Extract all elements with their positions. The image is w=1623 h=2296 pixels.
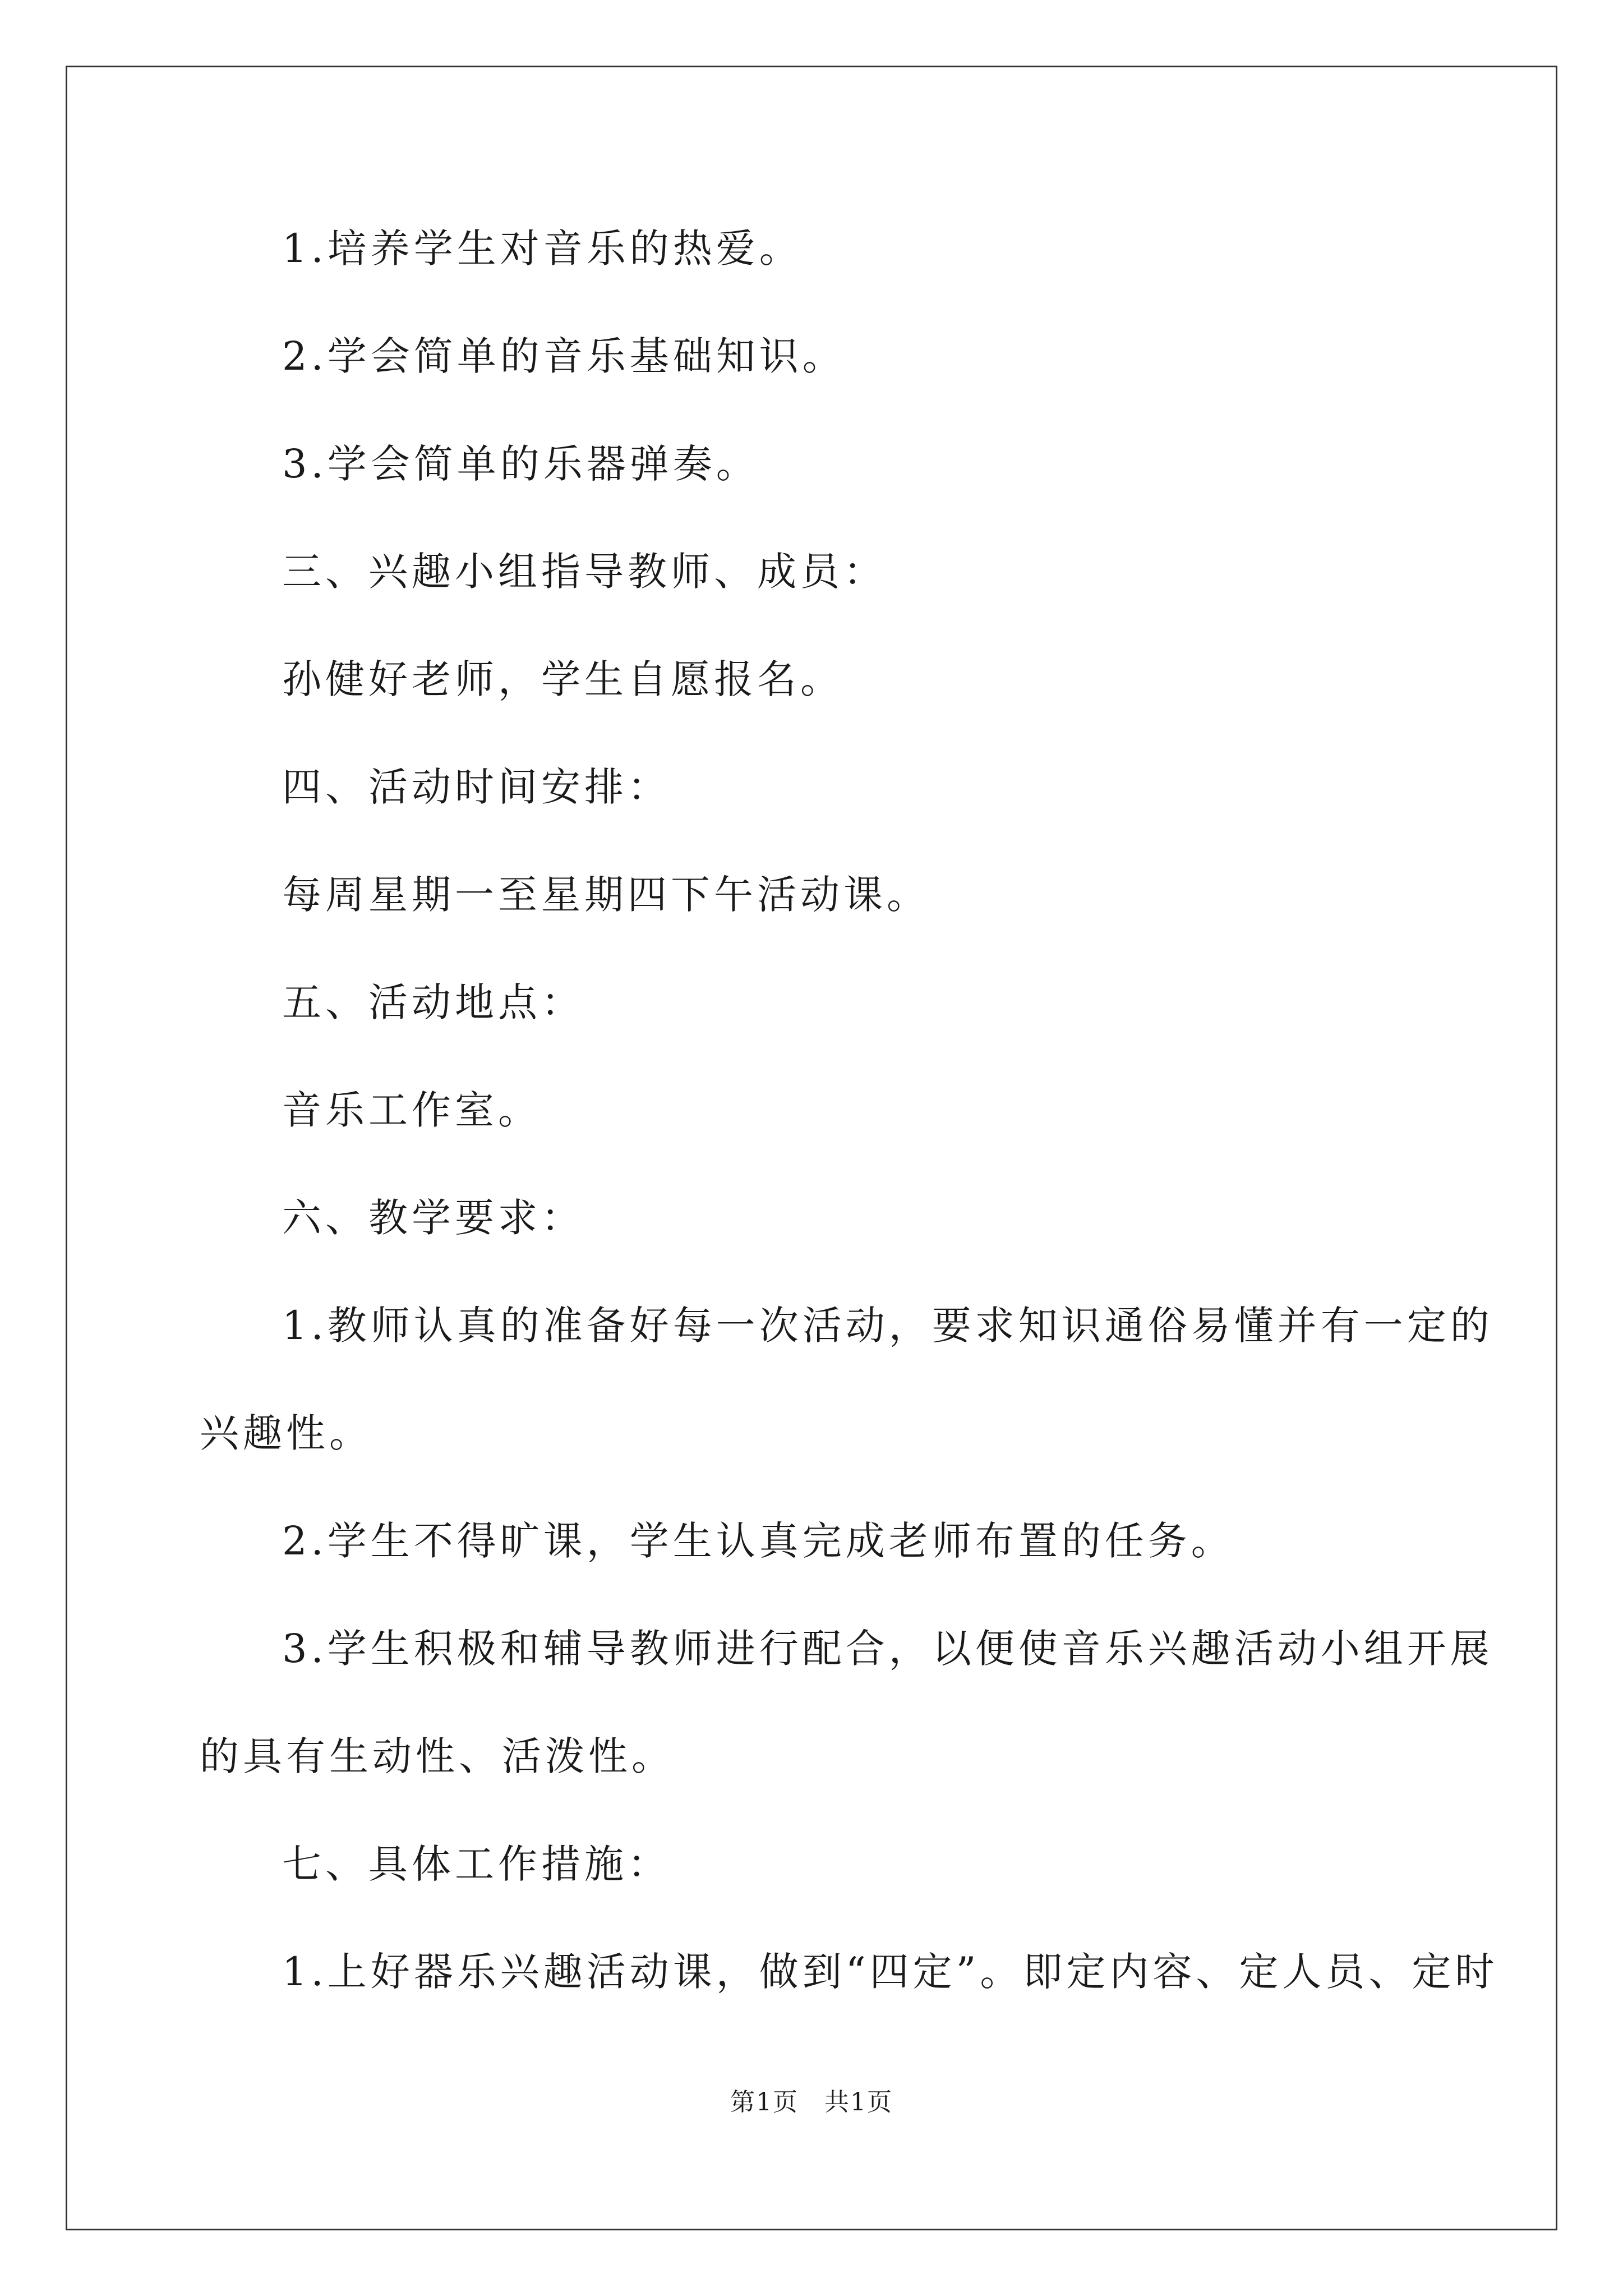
paragraph-line: 1.培养学生对音乐的热爱。 [282, 226, 803, 272]
paragraph-line: 1.上好器乐兴趣活动课，做到“四定”。即定内容、定人员、定时 [282, 1949, 1498, 1995]
paragraph-line: 1.教师认真的准备好每一次活动，要求知识通俗易懂并有一定的 [282, 1303, 1493, 1349]
page-border [66, 66, 1557, 2230]
section-heading: 三、兴趣小组指导教师、成员： [282, 549, 887, 595]
paragraph-line: 3.学会简单的乐器弹奏。 [282, 441, 759, 487]
paragraph-line-continuation: 兴趣性。 [200, 1410, 372, 1456]
page-number-footer: 第1页 共1页 [730, 2088, 893, 2116]
section-heading: 五、活动地点： [282, 979, 584, 1025]
paragraph-line: 每周星期一至星期四下午活动课。 [282, 872, 930, 918]
paragraph-line: 音乐工作室。 [282, 1087, 541, 1133]
paragraph-line-continuation: 的具有生动性、活泼性。 [200, 1733, 675, 1779]
paragraph-line: 2.学会简单的音乐基础知识。 [282, 333, 846, 379]
paragraph-line: 孙健好老师，学生自愿报名。 [282, 656, 843, 702]
section-heading: 四、活动时间安排： [282, 764, 671, 810]
section-heading: 七、具体工作措施： [282, 1841, 671, 1887]
section-heading: 六、教学要求： [282, 1195, 584, 1241]
paragraph-line: 2.学生不得旷课，学生认真完成老师布置的任务。 [282, 1518, 1234, 1564]
paragraph-line: 3.学生积极和辅导教师进行配合，以便使音乐兴趣活动小组开展 [282, 1626, 1493, 1672]
